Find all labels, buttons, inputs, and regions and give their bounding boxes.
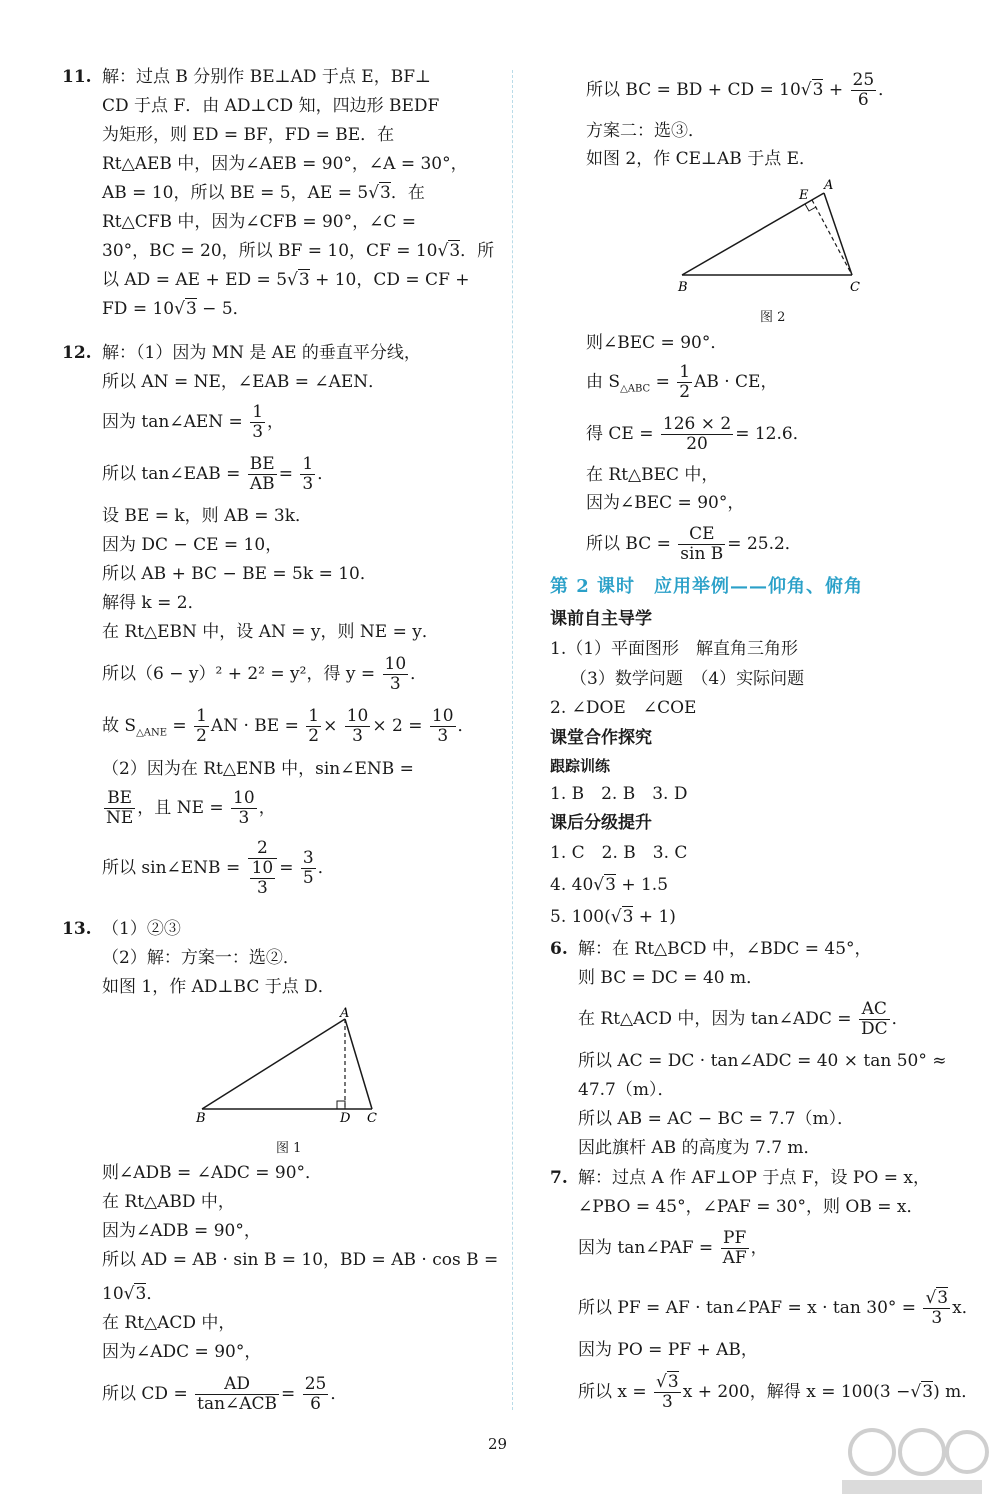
fig2-altitude-ce: [812, 200, 852, 275]
fig1-label-d: D: [340, 1111, 351, 1125]
right-line-8: 因为∠BEC = 90°，: [586, 493, 745, 513]
fraction: $\frac{3}{5}$: [302, 848, 314, 888]
column-divider: [512, 70, 513, 1410]
after-answer-6-number: 6.: [550, 939, 568, 959]
fraction: $\frac{10}{3}$: [431, 706, 454, 746]
fraction: $\frac{10}{3}$: [384, 654, 407, 694]
heading-pre-class: 课前自主导学: [550, 609, 652, 629]
problem-13-line-9: 在 Rt△ACD 中，: [102, 1313, 236, 1333]
problem-13-line-8: 10√3．: [102, 1284, 164, 1304]
watermark-logo: [832, 1420, 992, 1500]
fig2-label-c: C: [850, 280, 860, 295]
problem-13-line-11: 所以 CD = AD tan∠ACB = $\frac{25}{6}$ ．: [102, 1374, 348, 1414]
fraction: $\frac{√3}{3}$: [925, 1288, 949, 1328]
problem-12-line-5: 设 BE = k，则 AB = 3k．: [102, 506, 313, 526]
after-answer-6-line-6: 所以 AB = AC − BC = 7.7（m）．: [578, 1109, 855, 1129]
compound-fraction: $\frac{2}{\frac{10}{3}}$: [248, 839, 278, 898]
fraction: $\frac{25}{6}$: [304, 1374, 327, 1414]
problem-12-number: 12.: [62, 343, 92, 363]
figure-2: [672, 175, 872, 300]
fig2-label-a: A: [824, 178, 834, 193]
after-answer-6-line-7: 因此旗杆 AB 的高度为 7.7 m．: [578, 1138, 821, 1158]
problem-12-line-13: $\frac{BE}{NE}$ ，且 NE = $\frac{10}{3}$ ，: [106, 788, 276, 828]
fraction: $\frac{BE}{NE}$: [106, 788, 134, 828]
right-line-2: 方案二：选③．: [586, 121, 705, 141]
problem-12-line-2: 所以 AN = NE，∠EAB = ∠AEN．: [102, 372, 386, 392]
problem-12-line-6: 因为 DC − CE = 10，: [102, 535, 283, 555]
fraction: $\frac{1}{2}$: [679, 362, 691, 402]
right-line-4: 则∠BEC = 90°．: [586, 333, 728, 353]
after-answer-6-line-5: 47.7（m）．: [578, 1080, 675, 1100]
problem-12-line-1: 解：（1）因为 MN 是 AE 的垂直平分线，: [102, 343, 421, 363]
heading-in-class: 课堂合作探究: [550, 728, 652, 748]
problem-11-line-1: 解：过点 B 分别作 BE⊥AD 于点 E，BF⊥: [102, 67, 431, 87]
problem-13-line-1: （1）②③: [102, 919, 181, 939]
problem-12-line-11: 故 $S_{\triangle ANE}$ = $\frac{1}{2}$ AN · BE = $\frac{1}{2}$ × $\frac{10}{3}$ × 2 = $\frac{10}{3}$ ．: [102, 706, 475, 746]
after-answer-6-line-2: 则 BC = DC = 40 m．: [578, 968, 764, 988]
after-answer-6-line-4: 所以 AC = DC · tan∠ADC = 40 × tan 50° ≈: [578, 1051, 947, 1071]
after-answer-7-line-4: 所以 PF = AF · tan∠PAF = x · tan 30° = $\frac{√3}{3}$ x．: [578, 1288, 979, 1328]
fig1-label-b: B: [196, 1111, 206, 1125]
figure-1: [190, 1005, 390, 1125]
problem-12-line-7: 所以 AB + BC − BE = 5k = 10．: [102, 564, 377, 584]
problem-13-line-6: 因为∠ADB = 90°，: [102, 1221, 261, 1241]
after-answer-5: 5. 100(√3 + 1): [550, 907, 676, 927]
problem-11-line-3: 为矩形，则 ED = BF，FD = BE．在: [102, 125, 395, 145]
fig2-right-angle-mark: [805, 204, 816, 211]
right-line-6: 得 CE = $\frac{126 \times 2}{20}$ = 12.6．: [586, 414, 810, 454]
problem-11-line-9: FD = 10√3 − 5．: [102, 299, 250, 319]
after-answer-7-number: 7.: [550, 1168, 568, 1188]
fig1-side-ac: [345, 1019, 372, 1109]
right-line-7: 在 Rt△BEC 中，: [586, 465, 719, 485]
heading-tracking: 跟踪训练: [550, 757, 611, 775]
problem-13-line-10: 因为∠ADC = 90°，: [102, 1342, 262, 1362]
fraction: $\frac{BE}{AB}$: [249, 454, 275, 494]
fig2-label-e: E: [799, 188, 809, 203]
problem-13-number: 13.: [62, 919, 92, 939]
fraction: $\frac{1}{3}$: [252, 402, 264, 442]
problem-11-line-5: AB = 10，所以 BE = 5，AE = 5√3．在: [102, 183, 425, 203]
fraction: $\frac{1}{2}$: [308, 706, 320, 746]
fraction: $\frac{1}{2}$: [196, 706, 207, 746]
right-line-5: 由 $S_{\triangle ABC}$ = $\frac{1}{2}$ AB · CE，: [586, 362, 778, 402]
problem-12-line-4: 所以 tan∠EAB = $\frac{BE}{AB}$ = $\frac{1}{3}$ ．: [102, 454, 335, 494]
problem-11-line-7: 30°，BC = 20，所以 BF = 10，CF = 10√3．所: [102, 241, 495, 261]
heading-after-class: 课后分级提升: [550, 813, 652, 833]
right-line-1: 所以 BC = BD + CD = 10√3 + $\frac{25}{6}$ ．: [586, 70, 896, 110]
problem-12-line-8: 解得 k = 2．: [102, 593, 205, 613]
problem-13-line-3: 如图 1，作 AD⊥BC 于点 D．: [102, 977, 335, 997]
page-number: 29: [488, 1435, 508, 1453]
figure-2-caption: 图 2: [760, 310, 786, 325]
after-answer-7-line-5: 因为 PO = PF + AB，: [578, 1340, 758, 1360]
fig1-label-c: C: [367, 1111, 377, 1125]
problem-12-line-10: 所以（6 − y）² + 2² = y²，得 y = $\frac{10}{3}$ ．: [102, 654, 428, 694]
problem-11-line-2: CD 于点 F．由 AD⊥CD 知，四边形 BEDF: [102, 96, 440, 116]
fig1-side-ab: [202, 1019, 345, 1109]
problem-13-line-5: 在 Rt△ABD 中，: [102, 1192, 235, 1212]
fraction: $\frac{10}{3}$: [233, 788, 255, 828]
problem-12-line-12: （2）因为在 Rt△ENB 中，sin∠ENB =: [102, 759, 414, 779]
problem-13-line-7: 所以 AD = AB · sin B = 10，BD = AB · cos B =: [102, 1250, 499, 1270]
problem-13-line-4: 则∠ADB = ∠ADC = 90°．: [102, 1163, 323, 1183]
problem-11-number: 11.: [62, 67, 92, 87]
fraction: $\frac{AC}{DC}$: [860, 999, 888, 1039]
problem-11-line-4: Rt△AEB 中，因为∠AEB = 90°，∠A = 30°，: [102, 154, 468, 174]
section-title: 第 2 课时 应用举例——仰角、俯角: [550, 576, 864, 597]
after-answer-7-line-3: 因为 tan∠PAF = $\frac{PF}{AF}$ ，: [578, 1228, 768, 1268]
after-answer-7-line-6: 所以 x = $\frac{√3}{3}$ x + 200，解得 x = 100(3 −√3) m．: [578, 1372, 979, 1412]
figure-1-caption: 图 1: [276, 1141, 302, 1156]
problem-12-line-9: 在 Rt△EBN 中，设 AN = y，则 NE = y．: [102, 622, 439, 642]
fraction: $\frac{√3}{3}$: [656, 1372, 679, 1412]
after-answers-1-3: 1. C 2. B 3. C: [550, 843, 688, 863]
problem-12-line-3: 因为 tan∠AEN = $\frac{1}{3}$ ，: [102, 402, 285, 442]
right-line-9: 所以 BC = $\frac{CE}{\text{sin B}}$ = 25.2．: [586, 524, 802, 564]
after-answer-7-line-2: ∠PBO = 45°，∠PAF = 30°，则 OB = x．: [578, 1197, 924, 1217]
fraction: AD tan∠ACB: [197, 1374, 278, 1414]
fig2-label-b: B: [678, 280, 688, 295]
fraction: $\frac{25}{6}$: [852, 70, 875, 110]
fig2-side-ac: [824, 193, 852, 275]
fig2-side-ab: [682, 193, 824, 275]
problem-11-line-6: Rt△CFB 中，因为∠CFB = 90°，∠C =: [102, 212, 417, 232]
tracking-answers: 1. B 2. B 3. D: [550, 784, 688, 804]
answer-1-line-1: 1.（1）平面图形 解直角三角形: [550, 639, 799, 659]
fraction: $\frac{10}{3}$: [346, 706, 369, 746]
problem-13-line-2: （2）解：方案一：选②．: [102, 948, 300, 968]
fraction: $\frac{1}{3}$: [302, 454, 314, 494]
problem-11-line-8: 以 AD = AE + ED = 5√3 + 10，CD = CF +: [102, 270, 470, 290]
problem-12-line-14: 所以 sin∠ENB = $\frac{2}{\frac{10}{3}}$ = $\frac{3}{5}$ ．: [102, 838, 335, 898]
after-answer-4: 4. 40√3 + 1.5: [550, 875, 669, 895]
after-answer-7-line-1: 解：过点 A 作 AF⊥OP 于点 F，设 PO = x，: [578, 1168, 930, 1188]
fraction: $\frac{CE}{\text{sin B}}$: [680, 524, 724, 564]
right-line-3: 如图 2，作 CE⊥AB 于点 E．: [586, 149, 817, 169]
after-answer-6-line-1: 解：在 Rt△BCD 中，∠BDC = 45°，: [578, 939, 872, 959]
fig1-label-a: A: [340, 1006, 350, 1021]
fig1-right-angle-mark: [337, 1101, 345, 1109]
fraction: $\frac{PF}{AF}$: [722, 1228, 747, 1268]
fraction: $\frac{126 \times 2}{20}$: [662, 414, 732, 454]
answer-2: 2. ∠DOE ∠COE: [550, 698, 697, 718]
after-answer-6-line-3: 在 Rt△ACD 中，因为 tan∠ADC = $\frac{AC}{DC}$ ．: [578, 999, 909, 1039]
answer-1-line-2: （3）数学问题 （4）实际问题: [570, 669, 805, 689]
